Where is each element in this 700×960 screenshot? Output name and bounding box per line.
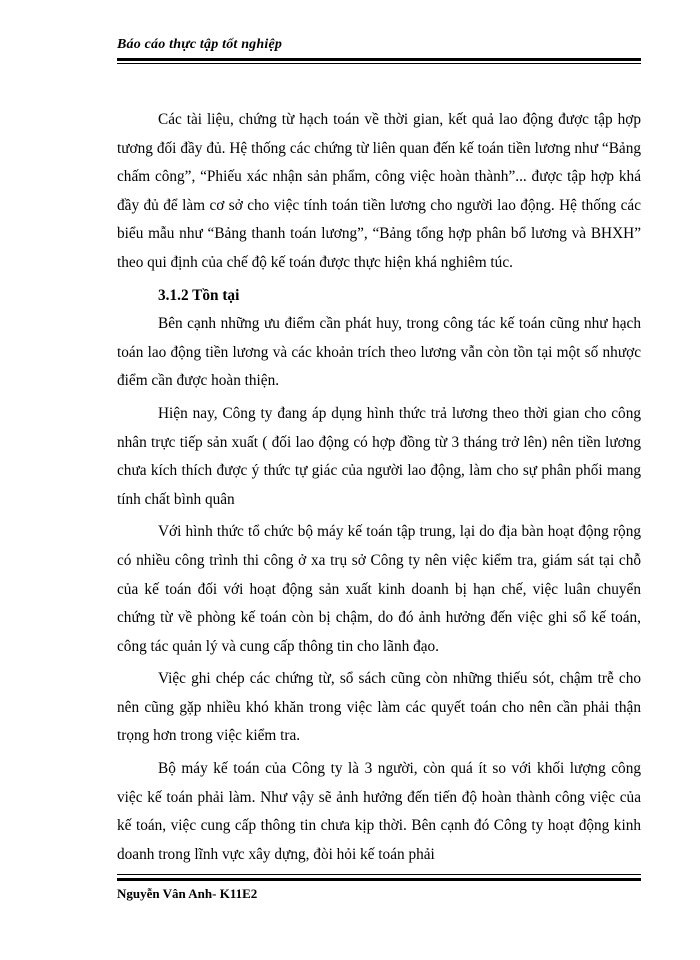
header-rule-thick <box>117 58 641 61</box>
footer-rule-thick <box>117 878 641 881</box>
paragraph-3: Hiện nay, Công ty đang áp dụng hình thức trả lương theo thời gian cho công nhân trực tiếp sản xuất ( đối lao động có hợp đồng từ 3 tháng trở lên) nên tiền lương chưa kích thích được ý thức tự giác của người lao động, làm cho sự phân phối mang tính chất bình quân <box>117 404 641 508</box>
footer-author: Nguyễn Vân Anh- K11E2 <box>117 886 258 901</box>
paragraph-2: Bên cạnh những ưu điểm cần phát huy, trong công tác kế toán cũng như hạch toán lao động tiền lương và các khoản trích theo lương vẫn còn tồn tại một số nhược điểm cần được hoàn thiện. <box>117 315 641 390</box>
page-header <box>117 36 641 54</box>
header-title: Báo cáo thực tập tốt nghiệp <box>117 37 283 52</box>
paragraph-6: Bộ máy kế toán của Công ty là 3 người, còn quá ít so với khối lượng công việc kế toán phải làm. Như vậy sẽ ảnh hưởng đến tiến độ hoàn thành công việc của kế toán, việc cung cấp thông tin chưa kịp thời. Bên cạnh đó Công ty hoạt động kinh doanh trong lĩnh vực xây dựng, đòi hỏi kế toán phải <box>117 760 641 863</box>
paragraph-1: Các tài liệu, chứng từ hạch toán về thời gian, kết quả lao động được tập hợp tương đối đầy đủ. Hệ thống các chứng từ liên quan đến kế toán tiền lương như “Bảng chấm công”, “Phiếu xác nhận sản phẩm, công việc hoàn thành”... được tập hợp khá đầy đủ để làm cơ sở cho việc tính toán tiền lương cho người lao động. Hệ thống các biểu mẫu như “Bảng thanh toán lương”, “Bảng tổng hợp phân bổ lương và BHXH” theo qui định của chế độ kế toán được thực hiện khá nghiêm túc. <box>117 111 641 271</box>
header-rule-thin <box>117 63 641 64</box>
paragraph-4: Với hình thức tổ chức bộ máy kế toán tập trung, lại do địa bàn hoạt động rộng có nhiều công trình thi công ở xa trụ sở Công ty nên việc kiểm tra, giám sát tại chỗ của kế toán đối với hoạt động sản xuất kinh doanh bị hạn chế, việc luân chuyển chứng từ về phòng kế toán còn bị chậm, do đó ảnh hưởng đến việc ghi sổ kế toán, công tác quản lý và cung cấp thông tin cho lãnh đạo. <box>117 523 641 655</box>
paragraph-5: Việc ghi chép các chứng từ, sổ sách cũng còn những thiếu sót, chậm trễ cho nên cũng gặp nhiều khó khăn trong việc làm các quyết toán cho nên cần phải thận trọng hơn trong việc kiểm tra. <box>117 670 641 745</box>
section-title: 3.1.2 Tồn tại <box>158 286 240 304</box>
footer-rule-thin <box>117 874 641 875</box>
body-text <box>117 106 641 869</box>
